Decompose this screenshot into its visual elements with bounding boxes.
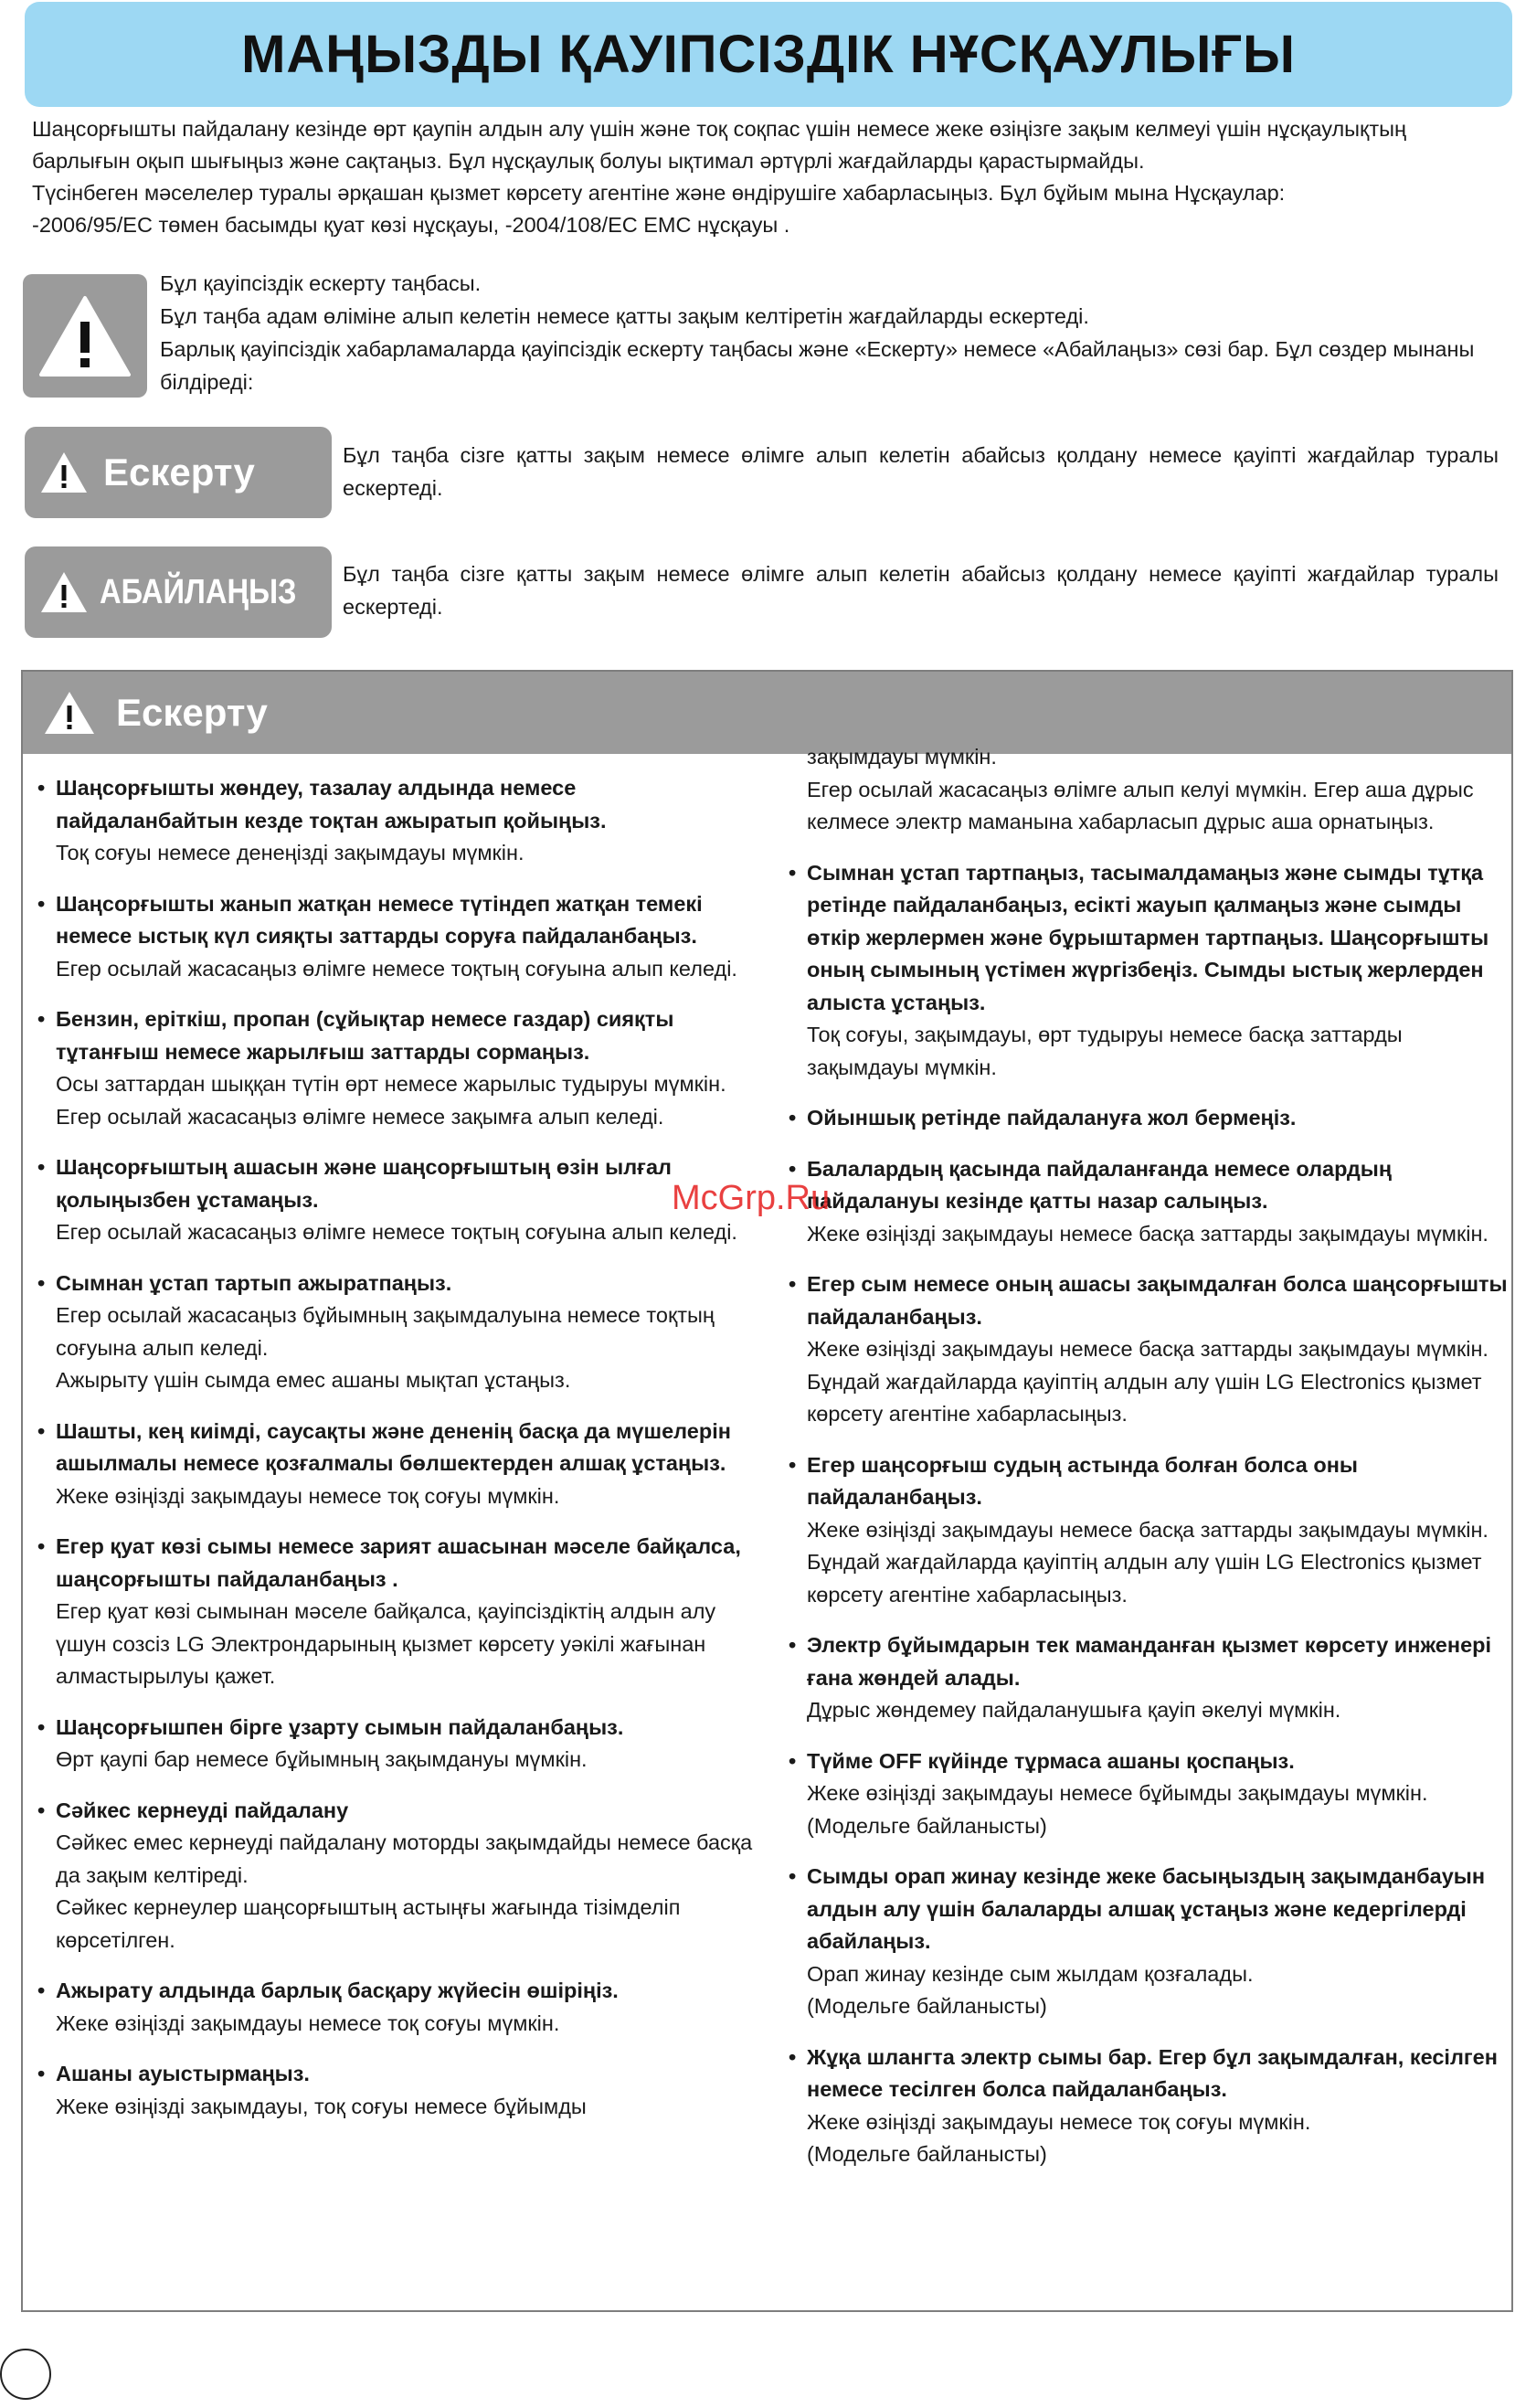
warning-badge-label: Ескерту xyxy=(103,451,255,493)
title-banner xyxy=(25,2,1512,107)
warning-item-text: (Модельге байланысты) xyxy=(807,1994,1047,2018)
warning-item-text: Егер осылай жасасаңыз өлімге алып келуі мүмкін. Егер аша дұрыс келмесе электр маманына хабарласып дұрыс аша орнатыңыз. xyxy=(807,777,1474,833)
warning-item-heading: • Шаңсорғышпен бірге ұзарту сымын пайдаланбаңыз. xyxy=(56,1714,624,1739)
warning-item-text: Бұндай жағдайларда қауіптің алдын алу үшін LG Electronics қызмет көрсету агентіне хабарласыңыз. xyxy=(807,1550,1482,1607)
warning-badge xyxy=(25,427,332,518)
warning-item-text: (Модельге байланысты) xyxy=(807,2142,1047,2166)
warning-item-heading: • Түйме OFF күйінде тұрмаса ашаны қоспаңыз. xyxy=(807,1748,1295,1773)
warning-item xyxy=(36,1151,758,1249)
warning-item-heading: • Сымнан ұстап тартып ажыратпаңыз. xyxy=(56,1270,452,1295)
warning-item-text: Сәйкес кернеулер шаңсорғыштың астыңғы жағында тізімделіп көрсетілген. xyxy=(56,1895,681,1952)
warning-item xyxy=(787,857,1515,1085)
warning-item-text: Жеке өзіңізді зақымдауы, тоқ соғуы немесе бұйымды xyxy=(56,2094,587,2118)
watermark: McGrp.Ru xyxy=(672,1179,831,1217)
page-title: МАҢЫЗДЫ ҚАУІПСІЗДІК НҰСҚАУЛЫҒЫ xyxy=(241,25,1296,84)
warning-item-text: Өрт қаупі бар немесе бұйымның зақымдануы мүмкін. xyxy=(56,1747,588,1771)
warning-item xyxy=(36,1268,758,1397)
safety-symbol-section xyxy=(23,267,1503,402)
warning-item xyxy=(787,1745,1515,1843)
warning-item xyxy=(36,1795,758,1957)
warning-item-text: Жеке өзіңізді зақымдауы немесе басқа заттарды зақымдауы мүмкін. xyxy=(807,1337,1489,1361)
warning-item-heading: • Ажырату алдында барлық басқару жүйесін өшіріңіз. xyxy=(56,1978,619,2002)
warning-item-heading: • Сымды орап жинау кезінде жеке басыңыздың зақымданбауын алдын алу үшін балаларды алшақ ұстаңыз және кедергілерді абайлаңыз. xyxy=(807,1864,1486,1953)
warning-item-text: Егер осылай жасасаңыз өлімге немесе тоқтың соғуына алып келеді. xyxy=(56,1220,737,1244)
warning-triangle-icon xyxy=(39,451,89,494)
symbol-line: Бұл таңба адам өліміне алып келетін немесе қатты зақым келтіретін жағдайларды ескертеді. xyxy=(160,304,1089,328)
warning-item-text: Жеке өзіңізді зақымдауы немесе тоқ соғуы мүмкін. xyxy=(56,1483,560,1508)
warning-item-text: Сәйкес емес кернеуді пайдалану моторды зақымдайды немесе басқа да зақым келтіреді. xyxy=(56,1830,753,1887)
warning-panel xyxy=(21,670,1513,2312)
warning-item-heading: • Шаңсорғышты жанып жатқан немесе түтіндеп жатқан темекі немесе ыстық күл сияқты заттарды соруға пайдаланбаңыз. xyxy=(56,891,703,948)
warning-item xyxy=(36,2058,758,2123)
intro-paragraph: Түсінбеген мәселелер туралы әрқашан қызмет көрсету агентіне және өндірушіге хабарласыңыз. Бұл бұйым мына Нұсқаулар: xyxy=(32,181,1286,205)
intro-paragraph: -2006/95/EC төмен басымды қуат көзі нұсқауы, -2004/108/EC EMC нұсқауы . xyxy=(32,213,790,237)
warning-item-heading: • Балалардың қасында пайдаланғанда немесе олардың пайдалануы кезінде қатты назар салыңыз. xyxy=(807,1156,1393,1213)
warning-item xyxy=(787,1449,1515,1612)
warning-item-text: Ажырыту үшін сымда емес ашаны мықтап ұстаңыз. xyxy=(56,1368,571,1392)
warning-item-text: Жеке өзіңізді зақымдауы немесе тоқ соғуы мүмкін. xyxy=(56,2010,560,2035)
warning-item-heading: • Ойыншық ретінде пайдалануға жол бермеңіз. xyxy=(807,1106,1297,1130)
warning-item-heading: • Жұқа шлангта электр сымы бар. Егер бұл зақымдалған, кесілген немесе тесілген болса пайдаланбаңыз. xyxy=(807,2044,1498,2101)
warning-item xyxy=(36,1531,758,1693)
warning-item-continued xyxy=(787,741,1515,839)
warning-panel-title: Ескерту xyxy=(116,691,268,734)
warning-item-text: зақымдауы мүмкін. xyxy=(807,745,997,769)
warning-item xyxy=(36,1416,758,1513)
warning-item-heading: • Шашты, кең киімді, саусақты және дененің басқа да мүшелерін ашылмалы немесе қозғалмалы бөлшектерден алшақ ұстаңыз. xyxy=(56,1418,731,1475)
warning-column-left xyxy=(36,772,758,2141)
warning-item-text: Егер осылай жасасаңыз бұйымның зақымдалуына немесе тоқтың соғуына алып келеді. xyxy=(56,1303,715,1360)
warning-item xyxy=(787,1102,1515,1135)
warning-item xyxy=(787,1629,1515,1727)
warning-column-right xyxy=(787,745,1515,2190)
warning-item-heading: • Ашаны ауыстырмаңыз. xyxy=(56,2062,310,2085)
caution-badge xyxy=(25,546,332,638)
warning-item-text: Егер қуат көзі сымынан мәселе байқалса, қауіпсіздіктің алдын алу үшун созсіз LG Электрондарының қызмет көрсету уәкілі жағынан алмастырылуы қажет. xyxy=(56,1599,716,1688)
warning-item xyxy=(36,1975,758,2040)
warning-item-heading: • Егер шаңсорғыш судың астында болған болса оны пайдаланбаңыз. xyxy=(807,1452,1358,1509)
warning-item-text: Жеке өзіңізді зақымдауы немесе тоқ соғуы мүмкін. xyxy=(807,2109,1311,2134)
warning-triangle-icon xyxy=(43,690,96,736)
page-number-circle xyxy=(0,2349,51,2400)
warning-triangle-icon xyxy=(39,570,89,614)
warning-item-text: Орап жинау кезінде сым жылдам қозғалады. xyxy=(807,1961,1254,1986)
warning-item-heading: • Шаңсорғышты жөндеу, тазалау алдында немесе пайдаланбайтын кезде тоқтан ажыратып қойыңыз. xyxy=(56,776,607,833)
warning-item xyxy=(36,888,758,986)
warning-item xyxy=(787,1153,1515,1251)
warning-item xyxy=(36,1712,758,1777)
warning-triangle-icon xyxy=(23,274,147,398)
caution-badge-description: Бұл таңба сізге қатты зақым немесе өлімге алып келетін абайсыз қолдану немесе қауіпті жағдайлар туралы ескертеді. xyxy=(343,562,1499,619)
intro-paragraph: Шаңсорғышты пайдалану кезінде өрт қаупін алдын алу үшін және тоқ соқпас үшін немесе жеке өзіңізге зақым келмеуі үшін нұсқаулықтың барлығын оқып шығыңыз және сақтаңыз. Бұл нұсқаулық болуы ықтимал әртүрлі жағдайларды қарастырмайды. xyxy=(32,117,1406,173)
warning-item xyxy=(787,2042,1515,2171)
warning-item-heading: • Егер сым немесе оның ашасы зақымдалған болса шаңсорғышты пайдаланбаңыз. xyxy=(807,1272,1508,1329)
warning-item-text: Егер осылай жасасаңыз өлімге немесе зақымға алып келеді. xyxy=(56,1104,664,1129)
warning-badge-description: Бұл таңба сізге қатты зақым немесе өлімге алып келетін абайсыз қолдану немесе қауіпті жағдайлар туралы ескертеді. xyxy=(343,443,1499,500)
safety-symbol-description xyxy=(160,267,1515,398)
warning-item-text: Егер осылай жасасаңыз өлімге немесе тоқтың соғуына алып келеді. xyxy=(56,956,737,981)
warning-item-text: Тоқ соғуы, зақымдауы, өрт тудыруы немесе басқа заттарды зақымдауы мүмкін. xyxy=(807,1023,1403,1079)
warning-item-heading: • Шаңсорғыштың ашасын және шаңсорғыштың өзін ылғал қолыңызбен ұстамаңыз. xyxy=(56,1155,672,1212)
warning-item xyxy=(787,1861,1515,2023)
warning-item-text: Дұрыс жөндемеу пайдаланушыға қауіп әкелуі мүмкін. xyxy=(807,1698,1341,1722)
warning-item-heading: • Электр бұйымдарын тек маманданған қызмет көрсету инженері ғана жөндей алады. xyxy=(807,1633,1492,1690)
warning-item xyxy=(787,1268,1515,1431)
warning-item xyxy=(36,772,758,870)
warning-item-text: Жеке өзіңізді зақымдауы немесе басқа заттарды зақымдауы мүмкін. xyxy=(807,1517,1489,1542)
warning-item-text: Осы заттардан шыққан түтін өрт немесе жарылыс тудыруы мүмкін. xyxy=(56,1072,726,1096)
intro-text xyxy=(32,113,1494,241)
warning-item-heading: • Бензин, еріткіш, пропан (сұйықтар немесе газдар) сияқты тұтанғыш немесе жарылғыш заттарды сормаңыз. xyxy=(56,1007,674,1064)
warning-item-heading: • Сымнан ұстап тартпаңыз, тасымалдамаңыз және сымды тұтқа ретінде пайдаланбаңыз, есікті жауып қалмаңыз және сымды өткір жерлермен және бұрыштармен тартпаңыз. Шаңсорғышты оның сымының үстімен жүргізбеңіз. Сымды ыстық жерлерден алыста ұстаңыз. xyxy=(807,860,1489,1014)
warning-item-text: Жеке өзіңізді зақымдауы немесе бұйымды зақымдауы мүмкін. (Модельге байланысты) xyxy=(807,1781,1428,1838)
warning-item-heading: • Сәйкес кернеуді пайдалану xyxy=(56,1798,349,1822)
warning-item-text: Жеке өзіңізді зақымдауы немесе басқа заттарды зақымдауы мүмкін. xyxy=(807,1221,1489,1246)
warning-item-text: Бұндай жағдайларда қауіптің алдын алу үшін LG Electronics қызмет көрсету агентіне хабарласыңыз. xyxy=(807,1369,1482,1426)
warning-item-text: Тоқ соғуы немесе денеңізді зақымдауы мүмкін. xyxy=(56,841,524,865)
warning-item-heading: • Егер қуат көзі сымы немесе зарият ашасынан мәселе байқалса, шаңсорғышты пайдаланбаңыз . xyxy=(56,1534,741,1591)
warning-item xyxy=(36,1003,758,1133)
symbol-line: Барлық қауіпсіздік хабарламаларда қауіпсіздік ескерту таңбасы және «Ескерту» немесе «Абайлаңыз» сөзі бар. Бұл сөздер мынаны білдіреді: xyxy=(160,337,1475,394)
caution-badge-label: АБАЙЛАҢЫЗ xyxy=(100,572,297,611)
symbol-line: Бұл қауіпсіздік ескерту таңбасы. xyxy=(160,271,482,295)
